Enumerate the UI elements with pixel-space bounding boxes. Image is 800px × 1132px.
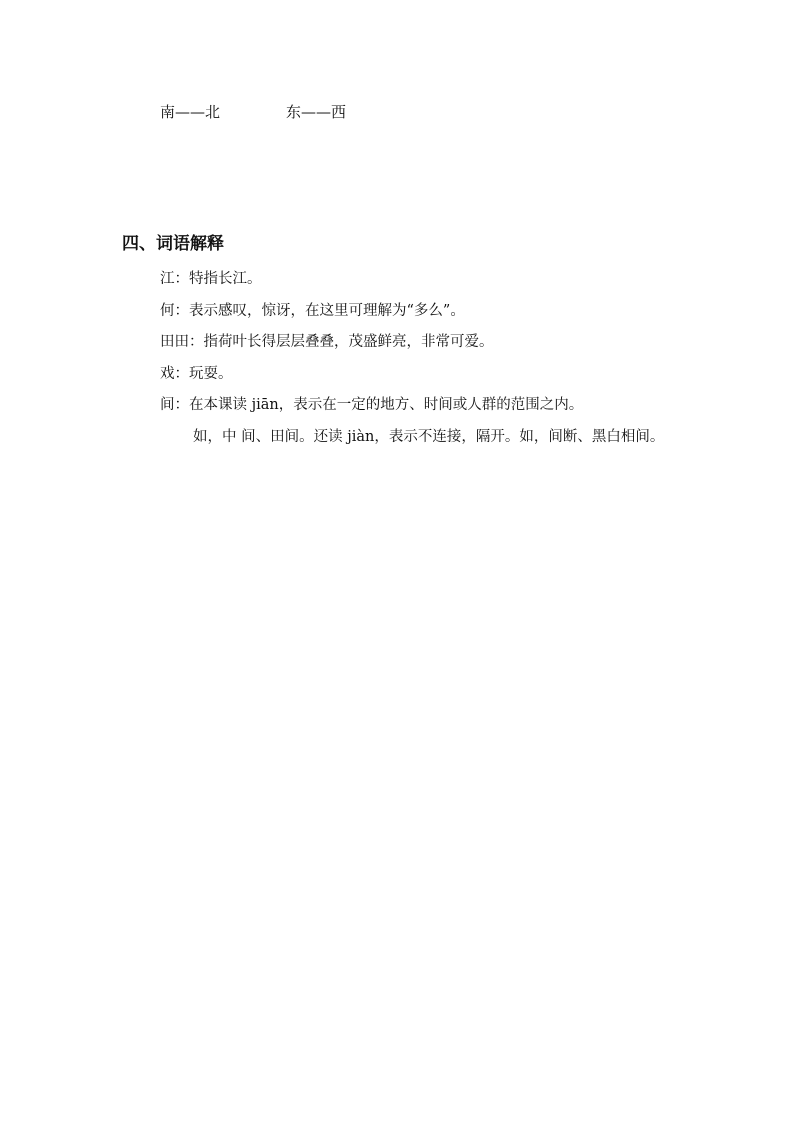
definition-list	[160, 268, 664, 457]
definition-item-jian-continued: 如，中 间、田间。还读 jiàn，表示不连接，隔开。如，间断、黑白相间。	[193, 428, 665, 445]
definition-item-jiang: 江：特指长江。	[160, 271, 262, 287]
antonym-pair-east-west: 东——西	[286, 103, 347, 121]
definition-item-tiantian: 田田：指荷叶长得层层叠叠，茂盛鲜亮，非常可爱。	[160, 334, 494, 350]
definition-item-xi: 戏：玩耍。	[160, 365, 233, 382]
antonym-pair-south-north: 南——北	[160, 103, 221, 121]
antonym-pairs	[160, 102, 346, 122]
definition-item-he: 何：表示感叹，惊讶，在这里可理解为“多么”。	[160, 302, 465, 319]
definition-item-jian: 间：在本课读 jiān，表示在一定的地方、时间或人群的范围之内。	[160, 397, 584, 413]
section-title: 四、词语解释	[122, 234, 224, 254]
